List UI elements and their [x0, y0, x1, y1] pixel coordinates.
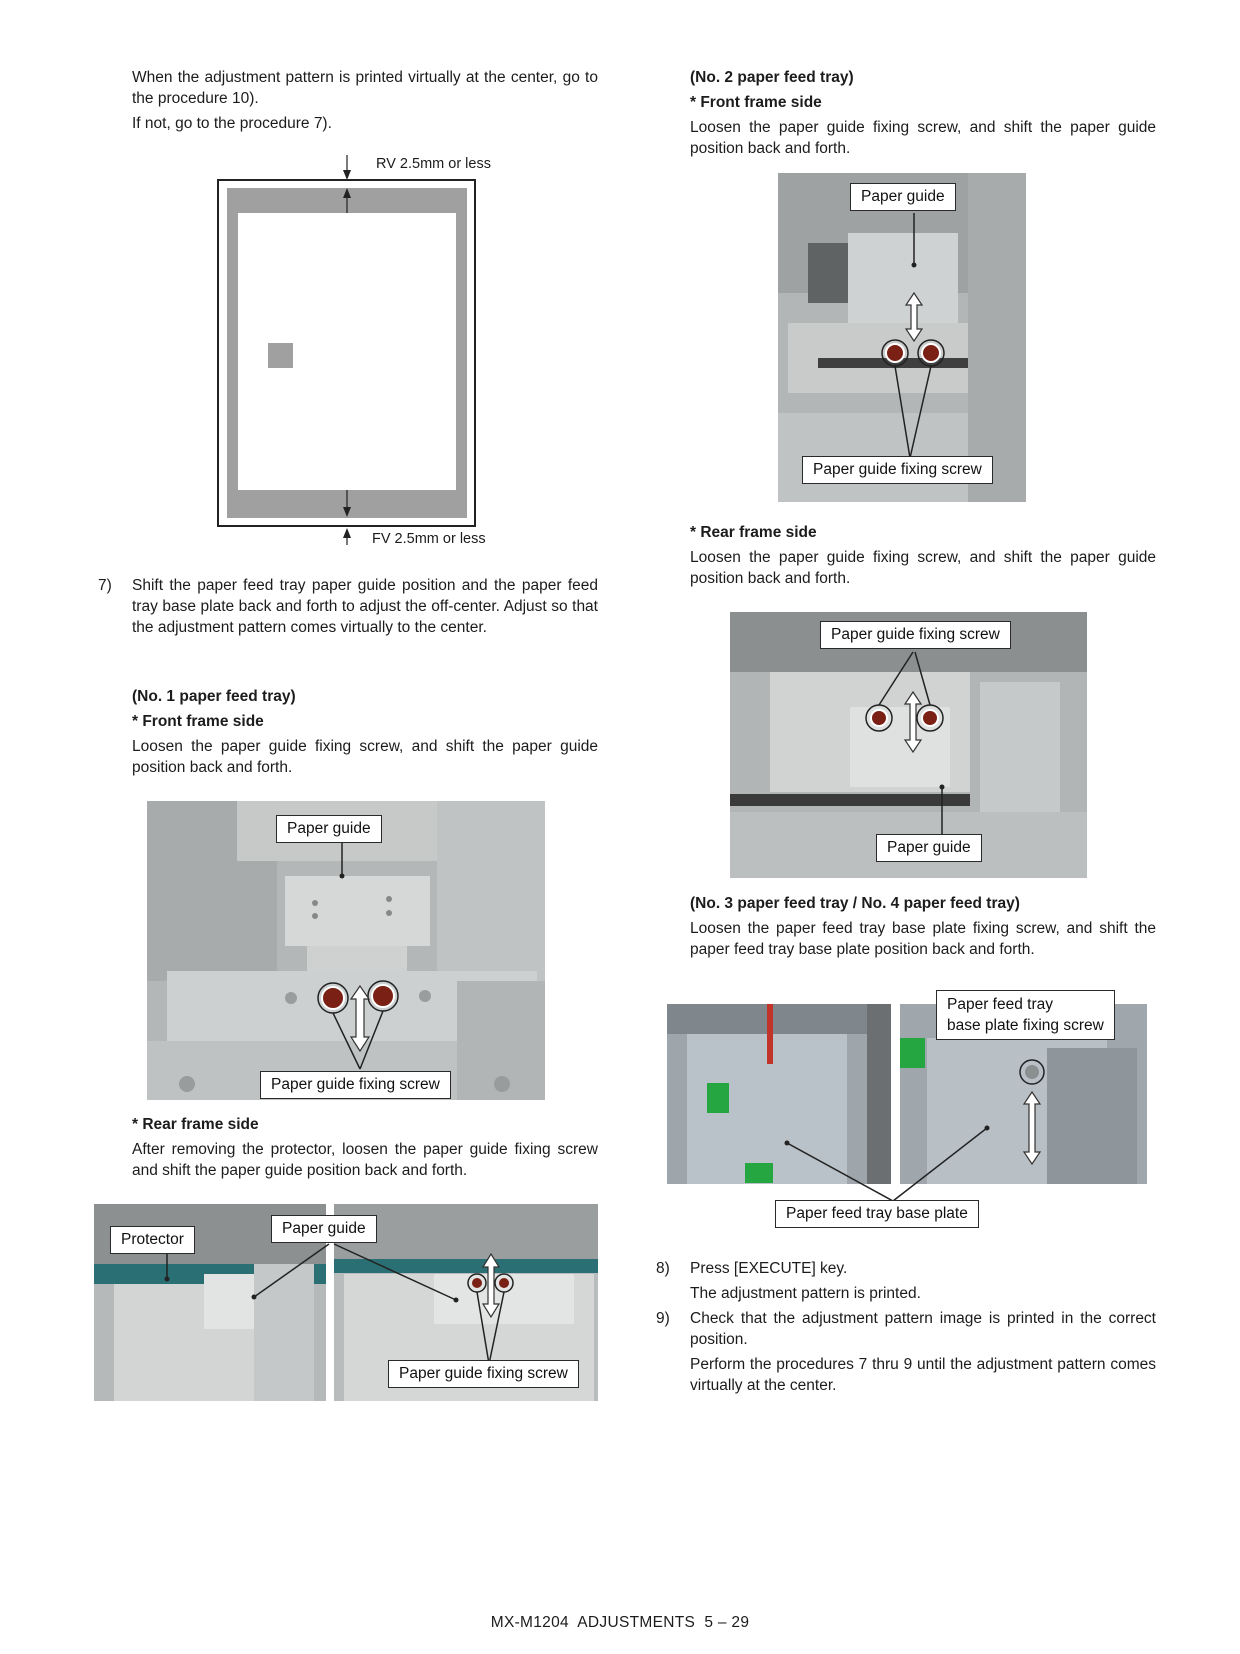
- tray1-front-heading: * Front frame side: [132, 713, 264, 730]
- tray1-front-text: Loosen the paper guide fixing screw, and shift the paper guide position back and forth.: [132, 738, 598, 776]
- step-8-text: Press [EXECUTE] key.: [690, 1260, 848, 1277]
- tray34-plate-label: Paper feed tray base plate: [775, 1200, 979, 1228]
- intro-paragraph: When the adjustment pattern is printed virtually at the center, go to the procedure 10).: [132, 69, 598, 107]
- tray34-screw-label-line1: Paper feed tray: [947, 996, 1053, 1013]
- tray2-rear-screw-label: Paper guide fixing screw: [820, 621, 1011, 649]
- tray1-heading: (No. 1 paper feed tray): [132, 688, 296, 705]
- step-9-number: 9): [656, 1310, 670, 1327]
- tray34-text: Loosen the paper feed tray base plate fixing screw, and shift the paper feed tray base plate position back and forth.: [690, 920, 1156, 958]
- tray2-front-text: Loosen the paper guide fixing screw, and shift the paper guide position back and forth.: [690, 119, 1156, 157]
- fv-label: FV 2.5mm or less: [372, 531, 486, 547]
- intro-paragraph-2: If not, go to the procedure 7).: [132, 115, 332, 132]
- tray1-front-photo-art: [147, 801, 545, 1100]
- tray1-rear-photo: [94, 1204, 598, 1401]
- tray1-front-paper-guide-label: Paper guide: [276, 815, 382, 843]
- page-footer: MX-M1204 ADJUSTMENTS 5 – 29: [490, 1614, 750, 1631]
- adjustment-pattern-svg: [215, 150, 515, 545]
- tray34-heading: (No. 3 paper feed tray / No. 4 paper feed tray): [690, 895, 1020, 912]
- tray1-front-screw-label: Paper guide fixing screw: [260, 1071, 451, 1099]
- tray1-rear-screw-label: Paper guide fixing screw: [388, 1360, 579, 1388]
- step-7-number: 7): [98, 577, 112, 594]
- tray1-rear-heading: * Rear frame side: [132, 1116, 259, 1133]
- tray2-front-heading: * Front frame side: [690, 94, 822, 111]
- tray2-front-photo: [778, 173, 1026, 502]
- tray1-rear-text: After removing the protector, loosen the paper guide fixing screw and shift the paper guide position back and forth.: [132, 1141, 598, 1179]
- tray34-photo: [667, 988, 1147, 1238]
- tray1-rear-paper-guide-label: Paper guide: [271, 1215, 377, 1243]
- adjustment-pattern-diagram: [215, 150, 515, 545]
- step-8-number: 8): [656, 1260, 670, 1277]
- tray2-front-screw-label: Paper guide fixing screw: [802, 456, 993, 484]
- tray34-screw-label-line2: base plate fixing screw: [947, 1017, 1104, 1034]
- tray2-rear-paper-guide-label: Paper guide: [876, 834, 982, 862]
- tray2-front-paper-guide-label: Paper guide: [850, 183, 956, 211]
- tray2-rear-heading: * Rear frame side: [690, 524, 817, 541]
- tray2-rear-photo: [730, 612, 1087, 878]
- step-9-text: Check that the adjustment pattern image is printed in the correct position.: [690, 1310, 1156, 1348]
- tray2-front-photo-art: [778, 173, 1026, 502]
- tray2-heading: (No. 2 paper feed tray): [690, 69, 854, 86]
- rv-label: RV 2.5mm or less: [376, 156, 491, 172]
- step-9-sub: Perform the procedures 7 thru 9 until the adjustment pattern comes virtually at the center.: [690, 1356, 1156, 1394]
- tray1-front-photo: [147, 801, 545, 1100]
- tray2-rear-text: Loosen the paper guide fixing screw, and shift the paper guide position back and forth.: [690, 549, 1156, 587]
- step-8-sub: The adjustment pattern is printed.: [690, 1285, 921, 1302]
- tray34-screw-label: [936, 990, 1115, 1040]
- tray1-rear-protector-label: Protector: [110, 1226, 195, 1254]
- step-7-text: Shift the paper feed tray paper guide position and the paper feed tray base plate back and forth to adjust the off-center. Adjust so that the adjustment pattern comes virtually to the center.: [132, 577, 598, 636]
